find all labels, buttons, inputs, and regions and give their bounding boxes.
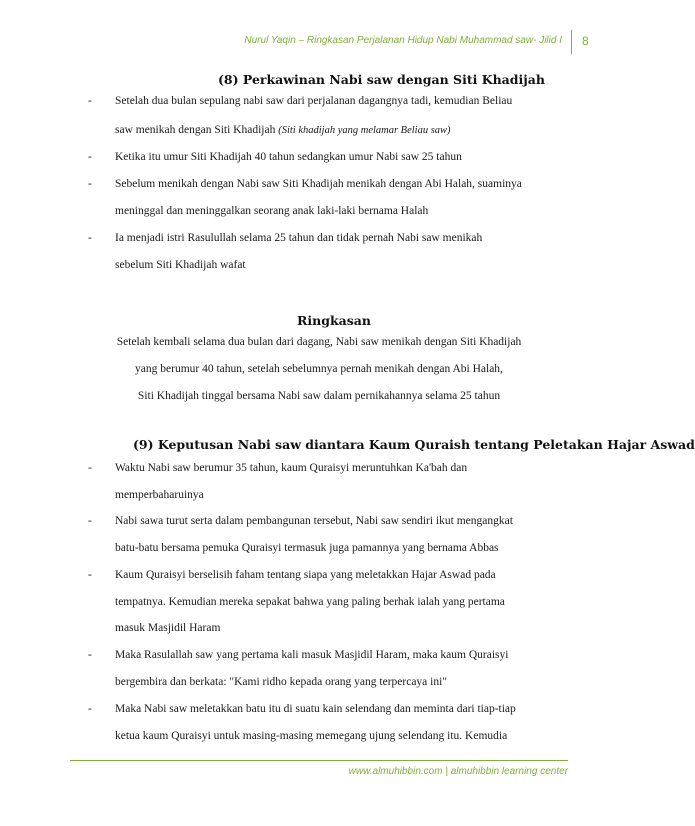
bullet-text-continued (115, 124, 451, 136)
bullet-dash: - (88, 649, 92, 661)
bullet-text-continued: batu-batu bersama pemuka Quraisyi termasuk juga pamannya yang bernama Abbas (115, 542, 499, 554)
summary-line: yang berumur 40 tahun, setelah sebelumnya pernah menikah dengan Abi Halah, (135, 363, 503, 375)
bullet-text: Maka Rasulallah saw yang pertama kali masuk Masjidil Haram, maka kaum Quraisyi (115, 649, 509, 661)
bullet-text: Kaum Quraisyi berselisih faham tentang siapa yang meletakkan Hajar Aswad pada (115, 569, 496, 581)
bullet-text: Ia menjadi istri Rasulullah selama 25 tahun dan tidak pernah Nabi saw menikah (115, 232, 483, 244)
bullet-text-continued: meninggal dan meninggalkan seorang anak laki-laki bernama Halah (115, 205, 429, 217)
bullet-dash: - (88, 95, 92, 107)
section-9-heading: (9) Keputusan Nabi saw diantara Kaum Quraish tentang Peletakan Hajar Aswad (133, 437, 695, 452)
bullet-text: Waktu Nabi saw berumur 35 tahun, kaum Quraisyi meruntuhkan Ka'bah dan (115, 462, 468, 474)
bullet-text: Setelah dua bulan sepulang nabi saw dari perjalanan dagangnya tadi, kemudian Beliau (115, 95, 513, 107)
summary-line: Siti Khadijah tinggal bersama Nabi saw dalam pernikahannya selama 25 tahun (137, 390, 501, 402)
bullet-text-continued: ketua kaum Quraisyi untuk masing-masing memegang ujung selendang itu. Kemudia (115, 730, 508, 742)
bullet-text-prefix: saw menikah dengan Siti Khadijah (115, 124, 279, 136)
bullet-text: Nabi sawa turut serta dalam pembangunan tersebut, Nabi saw sendiri ikut mengangkat (115, 515, 513, 527)
bullet-dash: - (88, 569, 92, 581)
bullet-dash: - (88, 515, 92, 527)
bullet-text: Ketika itu umur Siti Khadijah 40 tahun sedangkan umur Nabi saw 25 tahun (115, 151, 462, 163)
footer-link[interactable]: www.almuhibbin.com | almuhibbin learning center (348, 766, 568, 777)
bullet-text: Maka Nabi saw meletakkan batu itu di suatu kain selendang dan meminta dari tiap-tiap (115, 703, 516, 715)
summary-heading: Ringkasan (297, 313, 371, 328)
running-header: Nurul Yaqin – Ringkasan Perjalanan Hidup Nabi Muhammad saw- Jilid I (244, 35, 562, 46)
bullet-text-continued: memperbaharuinya (115, 489, 204, 501)
page-number: 8 (582, 34, 589, 48)
bullet-text-continued: masuk Masjidil Haram (115, 622, 221, 634)
header-divider (571, 30, 572, 54)
bullet-text-continued: tempatnya. Kemudian mereka sepakat bahwa yang paling berhak ialah yang pertama (115, 596, 505, 608)
bullet-dash: - (88, 232, 92, 244)
bullet-dash: - (88, 462, 92, 474)
bullet-dash: - (88, 178, 92, 190)
bullet-dash: - (88, 703, 92, 715)
bullet-text-italic-note: (Siti khadijah yang melamar Beliau saw) (278, 125, 451, 136)
footer-divider (70, 760, 568, 761)
bullet-text-continued: sebelum Siti Khadijah wafat (115, 259, 246, 271)
bullet-dash: - (88, 151, 92, 163)
bullet-text: Sebelum menikah dengan Nabi saw Siti Khadijah menikah dengan Abi Halah, suaminya (115, 178, 522, 190)
bullet-text-continued: bergembira dan berkata: "Kami ridho kepada orang yang terpercaya ini" (115, 676, 447, 688)
summary-line: Setelah kembali selama dua bulan dari dagang, Nabi saw menikah dengan Siti Khadijah (116, 336, 522, 348)
section-8-heading: (8) Perkawinan Nabi saw dengan Siti Khadijah (218, 72, 545, 87)
